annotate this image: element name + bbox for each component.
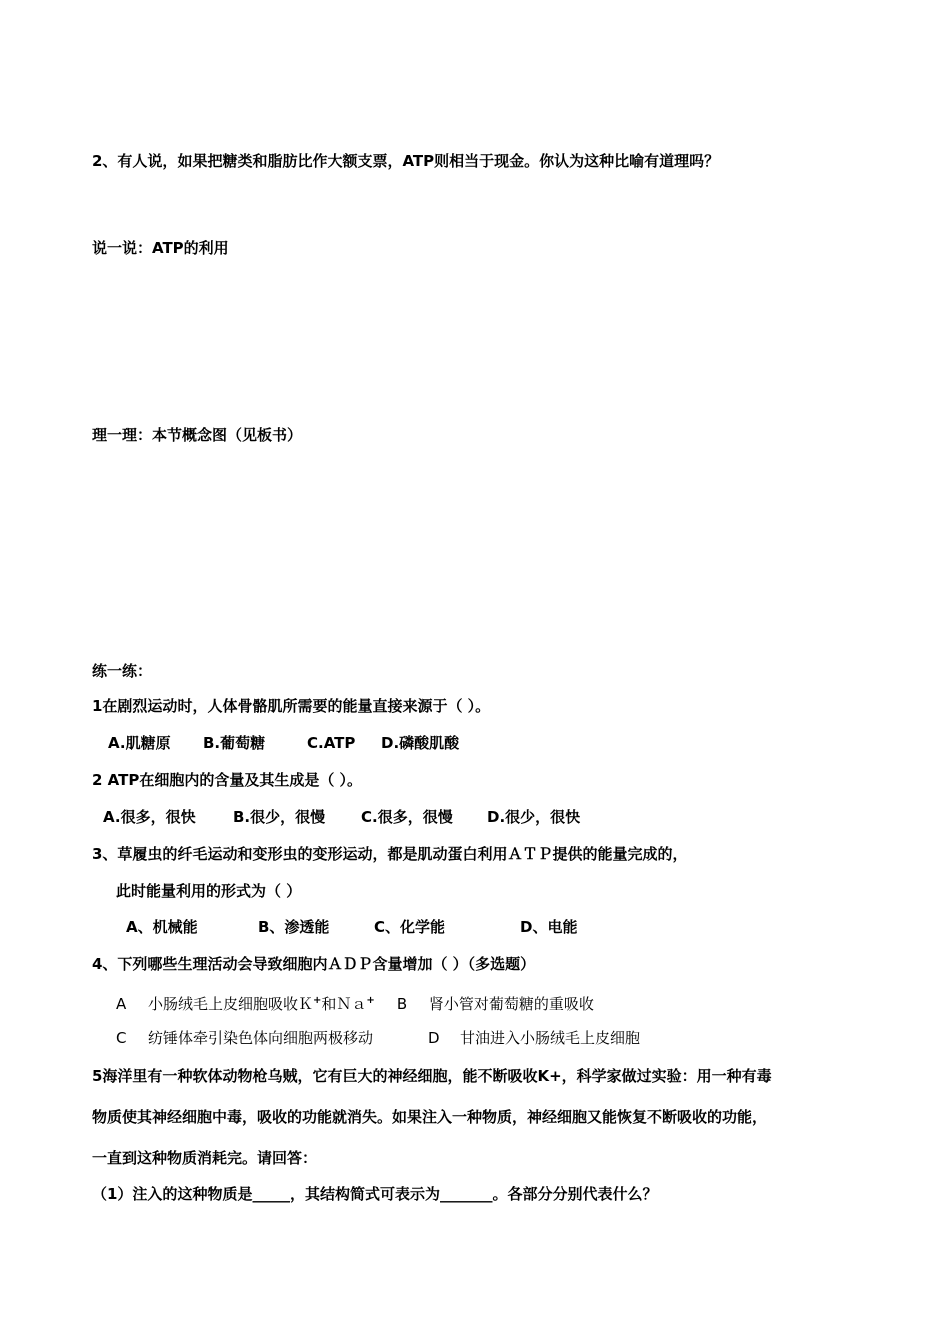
option-b: B、渗透能 [258, 918, 330, 936]
option-d-label: D [428, 1029, 440, 1047]
practice-1-stem: 1在剧烈运动时，人体骨骼肌所需要的能量直接来源于（ ）。 [92, 697, 491, 715]
section-practice: 练一练： [92, 662, 153, 680]
practice-1-options [108, 733, 459, 753]
practice-2-options [103, 807, 580, 827]
option-a: A.很多，很快 [103, 808, 196, 826]
option-a-text: 小肠绒毛上皮细胞吸收Ｋ [148, 995, 314, 1013]
option-d: D.很少，很快 [487, 808, 581, 826]
section-concept-map: 理一理：本节概念图（见板书） [92, 426, 303, 444]
option-a-mid: 和Ｎａ [321, 995, 367, 1013]
option-c-label: C [116, 1029, 127, 1047]
section-say: 说一说：ATP的利用 [92, 239, 229, 257]
option-c-text: 纺锤体牵引染色体向细胞两极移动 [148, 1029, 374, 1047]
option-c: C.很多，很慢 [361, 808, 453, 826]
practice-2-stem: 2 ATP在细胞内的含量及其生成是（ ）。 [92, 771, 363, 789]
option-a: A、机械能 [126, 918, 198, 936]
option-b: B.很少，很慢 [233, 808, 326, 826]
question-2: 2、有人说，如果把糖类和脂肪比作大额支票，ATP则相当于现金。你认为这种比喻有道理吗？ [92, 152, 720, 170]
option-c: C、化学能 [374, 918, 446, 936]
practice-4-row-ab [116, 991, 594, 1014]
option-b-label: B [396, 995, 408, 1013]
option-d: D、电能 [520, 918, 578, 936]
option-a-sup2: + [366, 995, 375, 1006]
option-a: A.肌糖原 [108, 734, 171, 752]
practice-5-line-1: 5海洋里有一种软体动物枪乌贼，它有巨大的神经细胞，能不断吸收K+，科学家做过实验：用一种有毒 [92, 1067, 772, 1085]
option-d: D.磷酸肌酸 [381, 734, 460, 752]
practice-3-options [126, 917, 577, 937]
option-a-sup1: + [313, 995, 322, 1006]
practice-3-stem-2: 此时能量利用的形式为（ ） [116, 882, 302, 900]
practice-5-line-2: 物质使其神经细胞中毒，吸收的功能就消失。如果注入一种物质，神经细胞又能恢复不断吸收的功能， [92, 1108, 768, 1126]
option-d-text: 甘油进入小肠绒毛上皮细胞 [460, 1029, 641, 1047]
option-c: C.ATP [307, 734, 356, 752]
practice-5-sub-1: （1）注入的这种物质是_____，其结构简式可表示为_______。各部分分别代表什么？ [92, 1185, 658, 1203]
option-b: B.葡萄糖 [203, 734, 266, 752]
practice-3-stem: 3、草履虫的纤毛运动和变形虫的变形运动，都是肌动蛋白利用ＡＴＰ提供的能量完成的， [92, 845, 688, 863]
practice-5-line-3: 一直到这种物质消耗完。请回答： [92, 1149, 318, 1167]
option-b-text: 肾小管对葡萄糖的重吸收 [428, 995, 594, 1013]
practice-4-row-cd [116, 1028, 640, 1048]
option-a-label: A [116, 995, 127, 1013]
practice-4-stem: 4、下列哪些生理活动会导致细胞内ＡＤＰ含量增加（ ）（多选题） [92, 955, 536, 973]
